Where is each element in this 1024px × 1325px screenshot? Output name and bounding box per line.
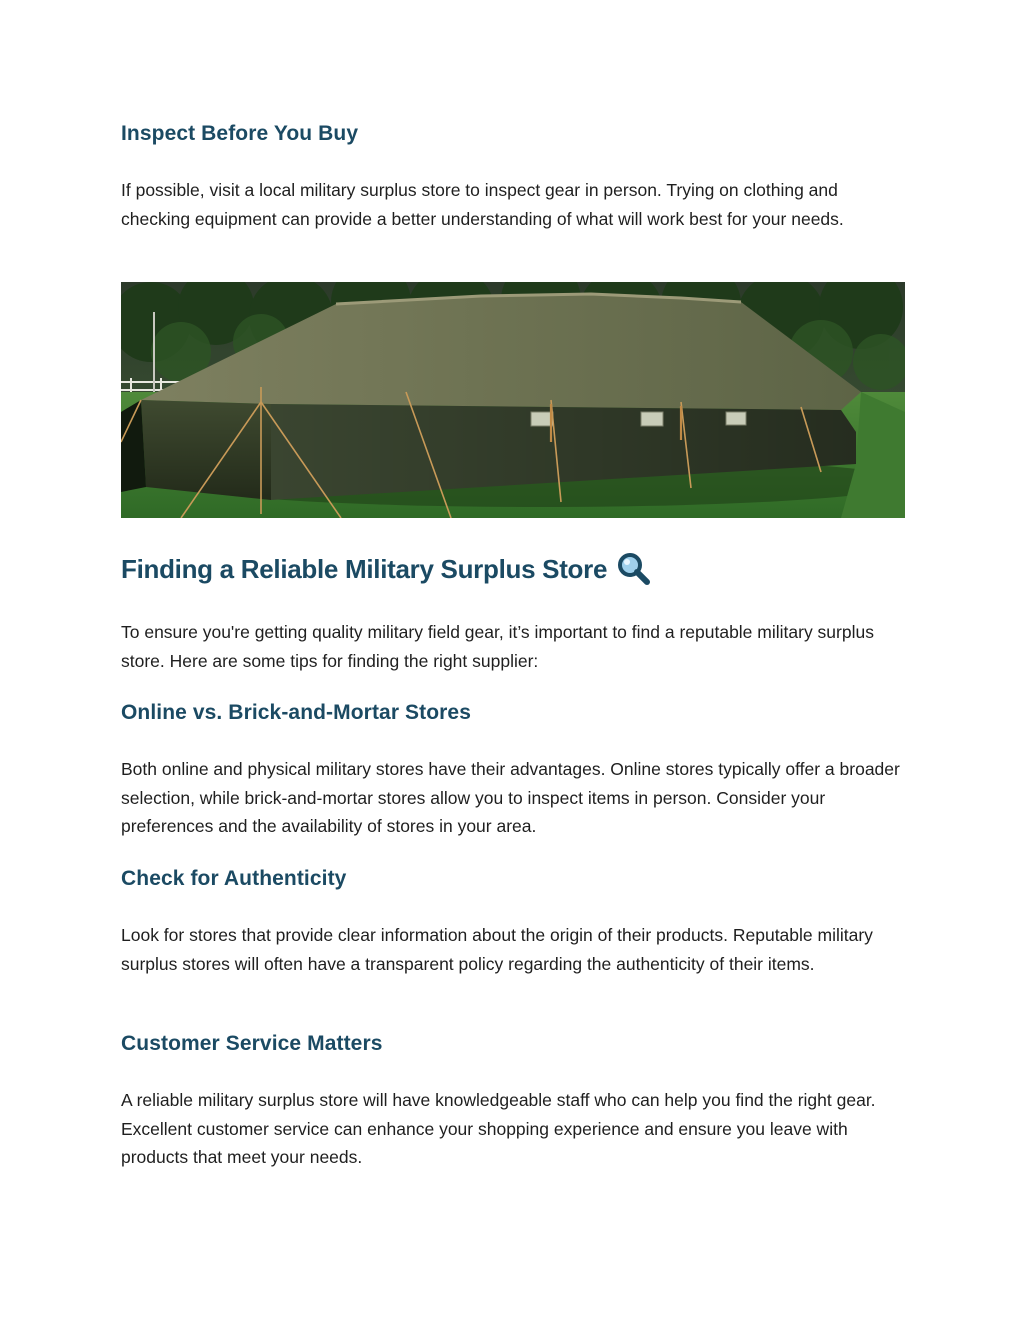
page-title [121,552,905,586]
section-heading-inspect: Inspect Before You Buy [121,122,359,145]
section-heading-online-vs-brick: Online vs. Brick-and-Mortar Stores [121,701,471,724]
section-paragraph-authenticity: Look for stores that provide clear information about the origin of their products. Reputable military surplus stores will often have a transparent policy regarding the authenticity of their items. [121,925,873,974]
main-heading-text: Finding a Reliable Military Surplus Store [121,553,608,584]
section-paragraph-customer-service: A reliable military surplus store will have knowledgeable staff who can help you find the right gear. Excellent customer service can enhance your shopping experience and ensure you leave with products that meet your needs. [121,1090,876,1167]
magnifying-glass-icon [617,552,651,586]
section-heading-customer-service: Customer Service Matters [121,1032,383,1055]
main-intro-paragraph: To ensure you're getting quality military field gear, it’s important to find a reputable military surplus store. Here are some tips for finding the right supplier: [121,622,874,671]
military-tent-photo [121,282,905,518]
section-paragraph-inspect: If possible, visit a local military surplus store to inspect gear in person. Trying on clothing and checking equipment can provide a better understanding of what will work best for your needs. [121,180,844,229]
section-heading-authenticity: Check for Authenticity [121,867,347,890]
section-paragraph-online-vs-brick: Both online and physical military stores have their advantages. Online stores typically offer a broader selection, while brick-and-mortar stores allow you to inspect items in person. Consider your preferences and the availability of stores in your area. [121,759,900,836]
